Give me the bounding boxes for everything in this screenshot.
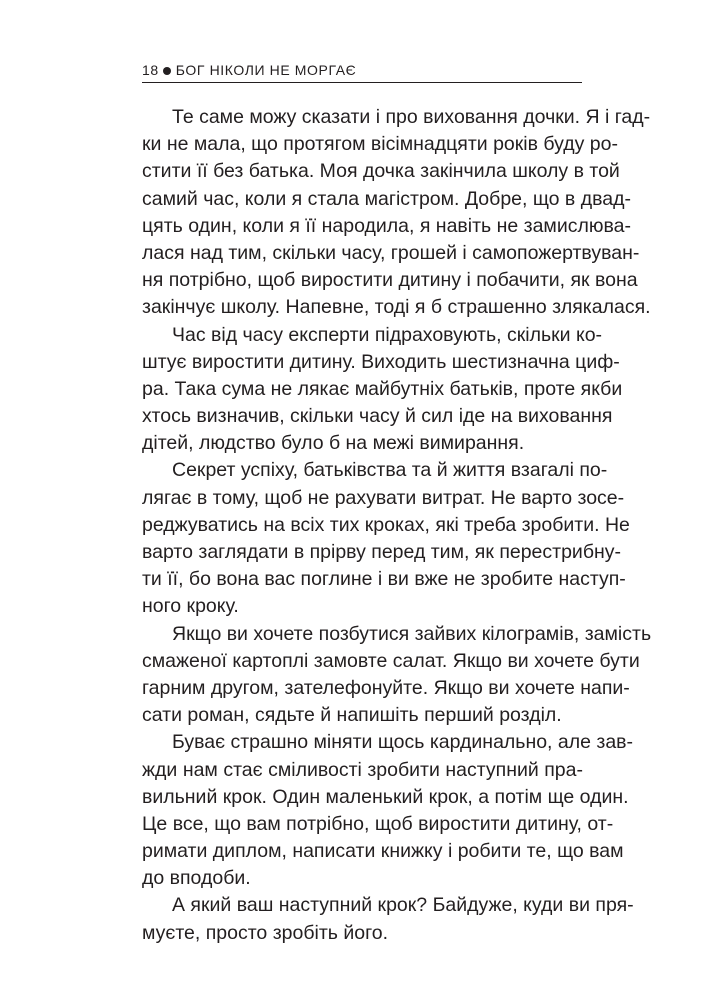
text-line: хтось визначив, скільки часу й сил іде на виховання [142,405,613,428]
text-line: муєте, просто зробіть його. [142,921,389,944]
text-line: ра. Така сума не лякає майбутніх батьків, проте якби [142,377,623,400]
text-line: штує виростити дитину. Виходить шестизначна циф- [142,350,620,373]
text-line: стити її без батька. Моя дочка закінчила школу в той [142,160,620,183]
text-line: Те саме можу сказати і про виховання дочки. Я і гад- [172,106,651,128]
text-line: закінчує школу. Напевне, тоді я б страшенно злякалася. [142,296,651,319]
text-line: до вподоби. [142,867,251,890]
text-line: римати диплом, написати книжку і робити те, що вам [142,840,624,863]
paragraph [142,104,651,322]
text-line: вильний крок. Один маленький крок, а потім ще один. [142,785,629,808]
running-title: БОГ НІКОЛИ НЕ МОРГАЄ [175,62,357,78]
text-line: Секрет успіху, батьківства та й життя взагалі по- [172,459,608,482]
page-number: 18 [142,62,159,78]
text-line: Якщо ви хочете позбутися зайвих кілограмів, замість [172,622,652,645]
paragraph [142,729,634,892]
text-line: лягає в тому, щоб не рахувати витрат. Не варто зосе- [142,486,625,509]
text-line: Буває страшно міняти щось кардинально, але зав- [172,731,634,754]
paragraph [142,621,652,730]
text-line: цять один, коли я її народила, я навіть не замислюва- [142,214,631,237]
text-line: самий час, коли я стала магістром. Добре, що в двад- [142,187,631,210]
paragraph [142,892,634,946]
body-text [142,104,652,947]
text-line: А який ваш наступний крок? Байдуже, куди ви пря- [172,894,634,917]
text-line: Час від часу експерти підраховують, скільки ко- [172,323,603,346]
text-line: реджуватись на всіх тих кроках, які треба зробити. Не [142,513,630,536]
header-rule [142,82,582,83]
text-line: дітей, людство було б на межі вимирання. [142,432,525,455]
text-line: гарним другом, зателефонуйте. Якщо ви хочете напи- [142,676,630,699]
text-line: ня потрібно, щоб виростити дитину і побачити, як вона [142,269,638,292]
text-line: ки не мала, що протягом вісімнадцяти років буду ро- [142,133,618,156]
text-line: сати роман, сядьте й напишіть перший розділ. [142,704,562,727]
text-line: смаженої картоплі замовте салат. Якщо ви хочете бути [142,649,640,672]
bullet-icon [163,67,171,75]
text-line: лася над тим, скільки часу, грошей і самопожертвуван- [142,241,640,264]
paragraph [142,457,630,620]
text-line: варто заглядати в прірву перед тим, як перестрибну- [142,541,622,563]
paragraph [142,322,623,458]
text-line: ного кроку. [142,595,239,618]
text-line: ти її, бо вона вас поглине і ви вже не зробите наступ- [142,568,626,591]
running-header [142,62,580,84]
text-line: Це все, що вам потрібно, щоб виростити дитину, от- [142,812,614,835]
text-line: жди нам стає сміливості зробити наступний пра- [142,758,583,781]
